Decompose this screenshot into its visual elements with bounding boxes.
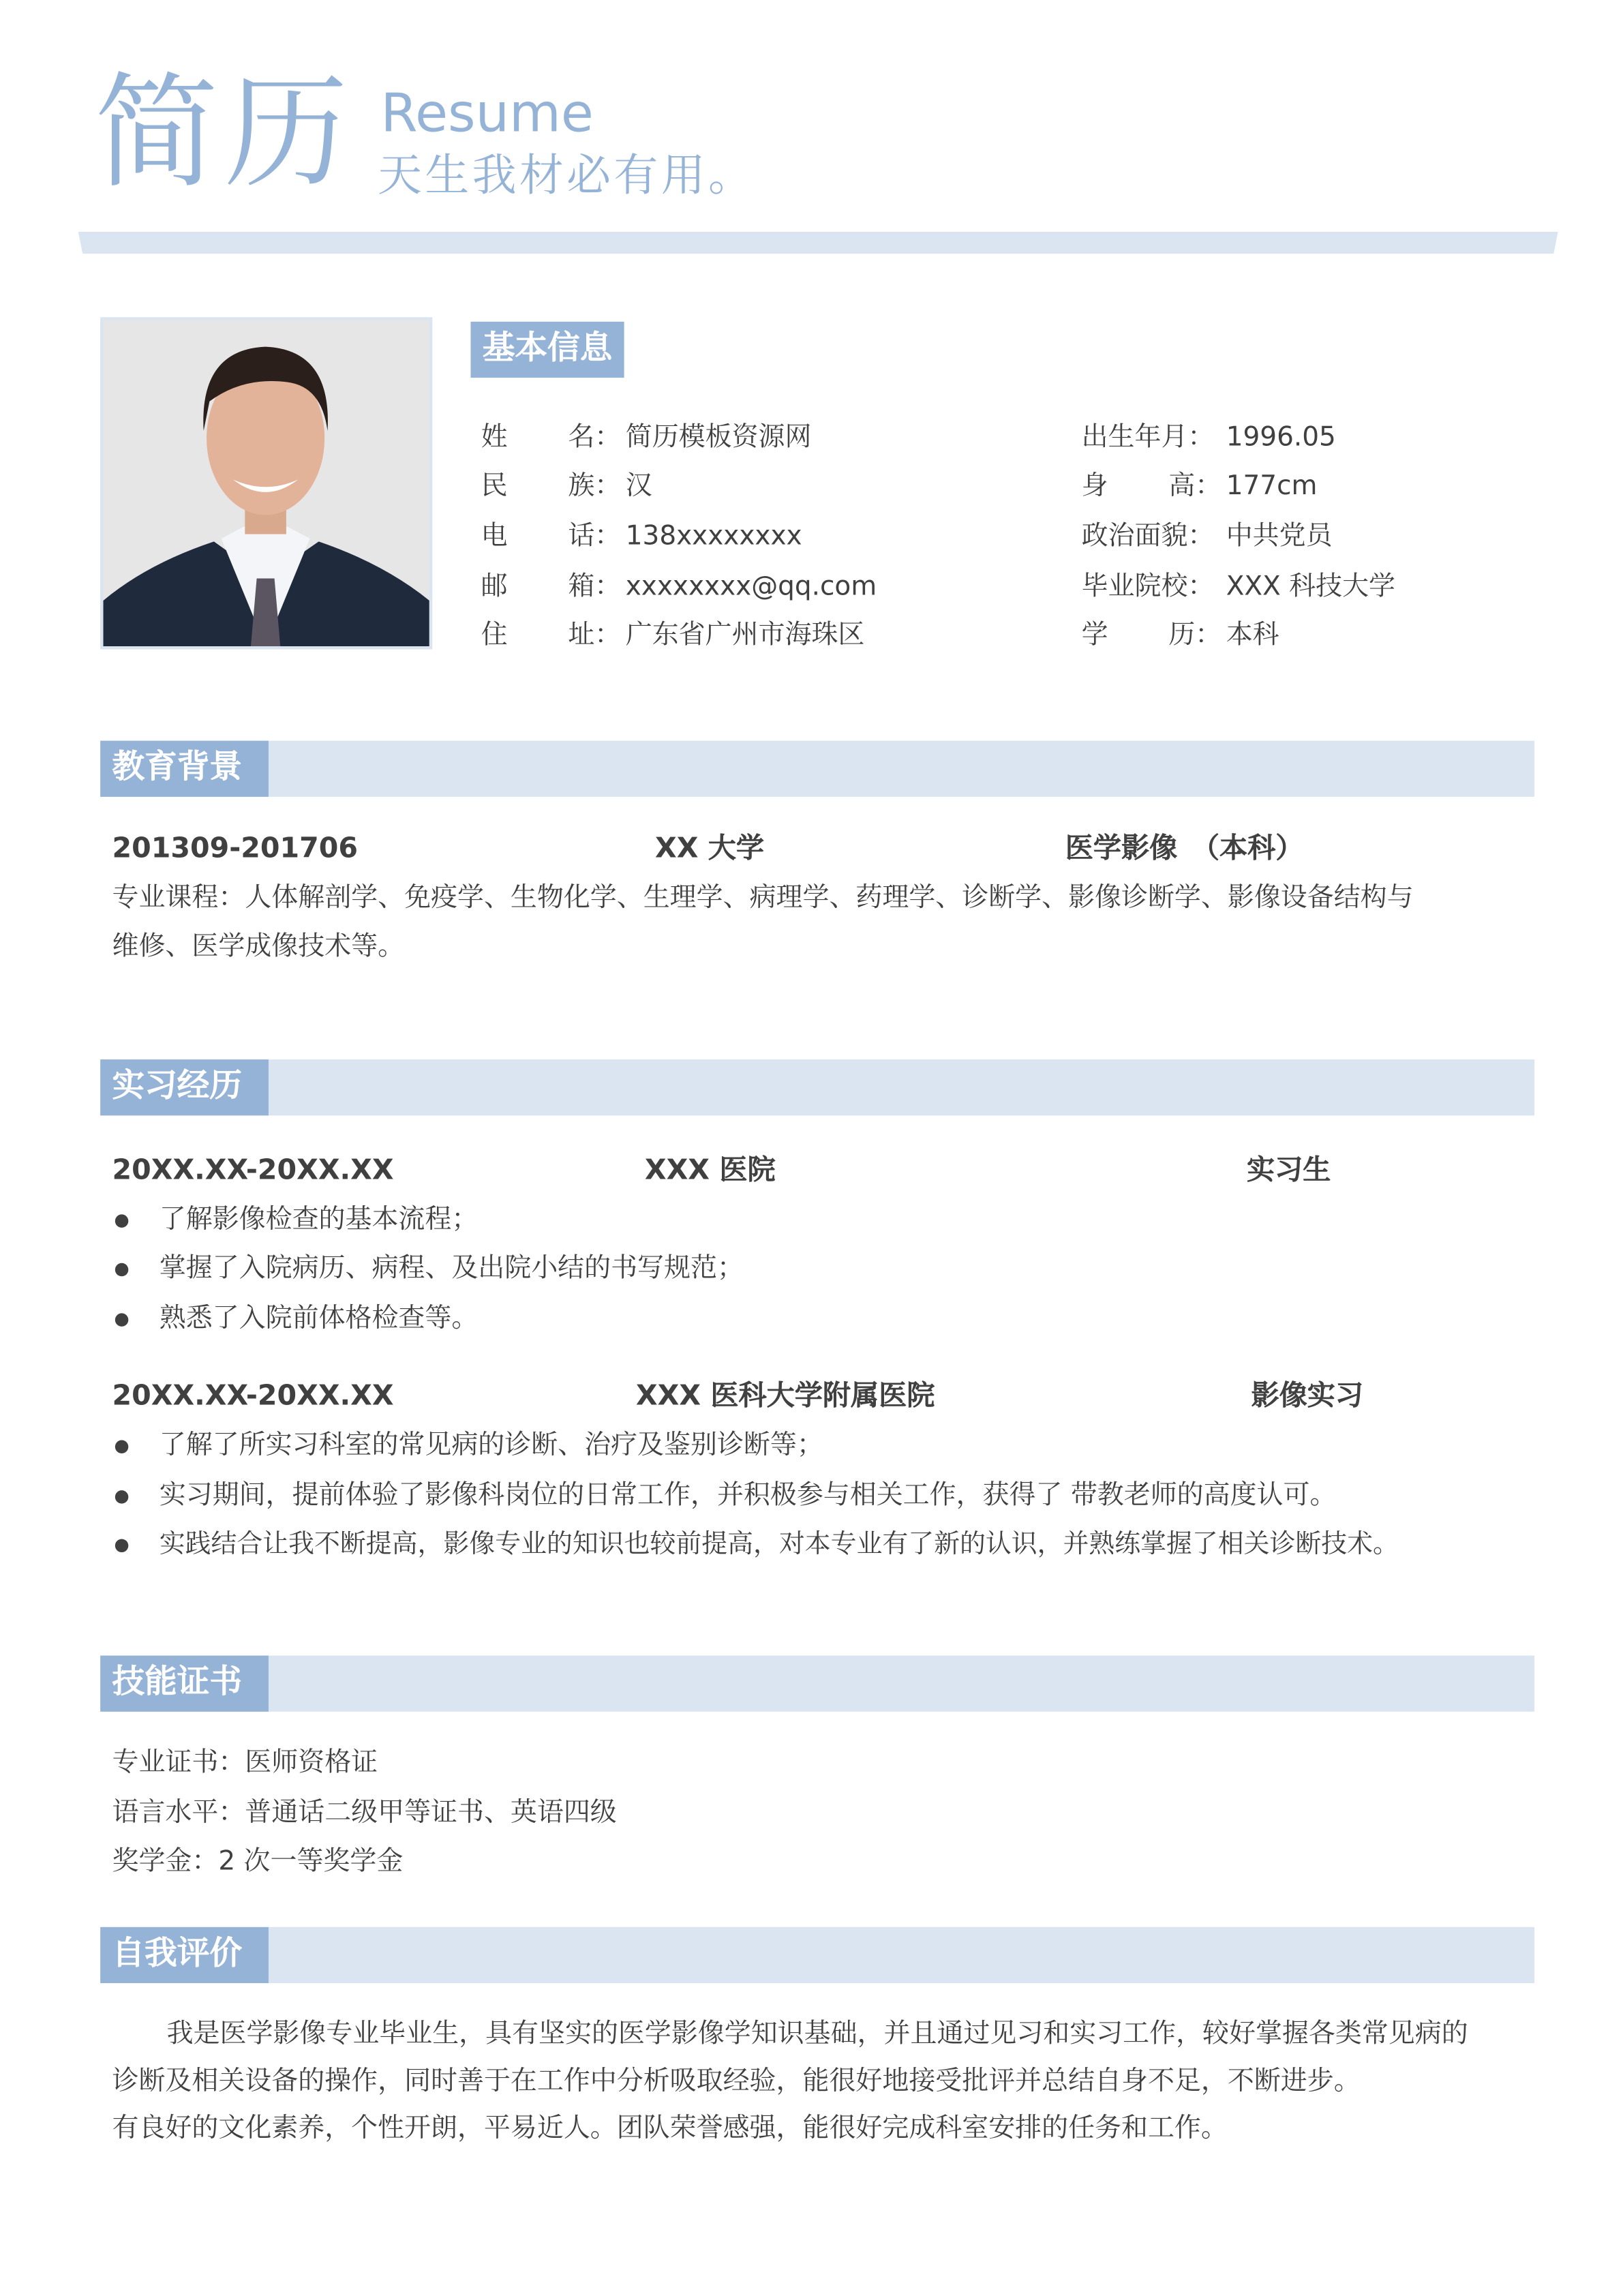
skill-line: 奖学金：2 次一等奖学金: [112, 1845, 404, 1877]
label-name: 姓: [481, 422, 508, 453]
label-political: 政治面貌：: [1081, 521, 1215, 552]
section-heading-internship: 实习经历: [100, 1059, 269, 1115]
job-bullet: 了解了所实习科室的常见病的诊断、治疗及鉴别诊断等；: [159, 1430, 823, 1461]
section-heading-basic-info: 基本信息: [470, 322, 624, 378]
label-degree-2: 历：: [1168, 620, 1222, 651]
label-height-2: 高：: [1168, 470, 1222, 502]
section-bar-skills: [100, 1656, 1534, 1712]
label-address: 住: [481, 620, 508, 651]
label-ethnicity: 民: [481, 470, 508, 502]
education-school: XX 大学: [655, 832, 765, 865]
header-band: [78, 232, 1558, 254]
self-evaluation-line: 诊断及相关设备的操作，同时善于在工作中分析吸取经验，能很好地接受批评并总结自身不足，不断进步。: [112, 2066, 1361, 2097]
section-bar-education: [100, 741, 1534, 797]
job-role: 实习生: [1247, 1153, 1331, 1187]
job-bullet: 熟悉了入院前体格检查等。: [159, 1303, 479, 1334]
section-bar-internship: [100, 1059, 1534, 1115]
label-email: 邮: [481, 571, 508, 603]
skill-line: 专业证书：医师资格证: [112, 1747, 378, 1779]
job-place: XXX 医院: [644, 1153, 776, 1187]
bullet-icon: [115, 1214, 128, 1227]
label-ethnicity-2: 族：: [568, 470, 622, 502]
label-school: 毕业院校：: [1081, 571, 1215, 603]
label-email-2: 箱：: [568, 571, 622, 603]
section-heading-skills: 技能证书: [100, 1656, 269, 1712]
section-bar-self-evaluation: [100, 1927, 1534, 1983]
resume-subtitle-en: Resume: [380, 84, 594, 145]
value-birth: 1996.05: [1226, 422, 1336, 453]
label-height: 身: [1081, 470, 1108, 502]
bullet-icon: [115, 1490, 128, 1503]
job-place: XXX 医科大学附属医院: [635, 1379, 935, 1413]
profile-photo: [100, 317, 432, 649]
value-phone: 138xxxxxxxx: [625, 521, 802, 552]
job-period: 20XX.XX-20XX.XX: [112, 1153, 394, 1187]
job-bullet: 了解影像检查的基本流程；: [159, 1204, 479, 1235]
motto: 天生我材必有用。: [378, 150, 756, 202]
value-name: 简历模板资源网: [625, 422, 812, 453]
value-height: 177cm: [1226, 470, 1318, 502]
value-political: 中共党员: [1226, 521, 1333, 552]
job-bullet: 掌握了入院病历、病程、及出院小结的书写规范；: [159, 1252, 744, 1284]
education-major: 医学影像 （本科）: [1065, 832, 1304, 865]
value-school: XXX 科技大学: [1226, 571, 1396, 603]
label-birth: 出生年月：: [1081, 422, 1215, 453]
bullet-icon: [115, 1313, 128, 1326]
value-ethnicity: 汉: [625, 470, 652, 502]
label-phone-2: 话：: [568, 521, 622, 552]
job-bullet: 实践结合让我不断提高，影像专业的知识也较前提高，对本专业有了新的认识，并熟练掌握了相关诊断技术。: [159, 1530, 1399, 1560]
job-role: 影像实习: [1251, 1379, 1364, 1413]
education-period: 201309-201706: [112, 832, 358, 865]
section-heading-education: 教育背景: [100, 741, 269, 797]
education-courses-cont: 维修、医学成像技术等。: [112, 931, 405, 963]
value-email: xxxxxxxx@qq.com: [625, 571, 877, 603]
section-heading-self-evaluation: 自我评价: [100, 1927, 269, 1983]
label-phone: 电: [481, 521, 508, 552]
label-address-2: 址：: [568, 620, 622, 651]
label-degree: 学: [1081, 620, 1108, 651]
bullet-icon: [115, 1440, 128, 1453]
job-bullet: 实习期间，提前体验了影像科岗位的日常工作，并积极参与相关工作，获得了 带教老师的高度认可。: [159, 1479, 1337, 1511]
bullet-icon: [115, 1263, 128, 1276]
self-evaluation-line: 有良好的文化素养，个性开朗，平易近人。团队荣誉感强，能很好完成科室安排的任务和工作。: [112, 2113, 1228, 2145]
job-period: 20XX.XX-20XX.XX: [112, 1379, 394, 1413]
self-evaluation-line: 我是医学影像专业毕业生，具有坚实的医学影像学知识基础，并且通过见习和实习工作，较好掌握各类常见病的: [166, 2019, 1468, 2050]
bullet-icon: [115, 1539, 128, 1552]
education-courses: 专业课程：人体解剖学、免疫学、生物化学、生理学、病理学、药理学、诊断学、影像诊断学、影像设备结构与: [112, 882, 1414, 913]
resume-title: 简历: [94, 60, 354, 205]
value-degree: 本科: [1226, 620, 1279, 651]
label-name-2: 名：: [568, 422, 622, 453]
skill-line: 语言水平：普通话二级甲等证书、英语四级: [112, 1797, 617, 1828]
value-address: 广东省广州市海珠区: [625, 620, 865, 651]
